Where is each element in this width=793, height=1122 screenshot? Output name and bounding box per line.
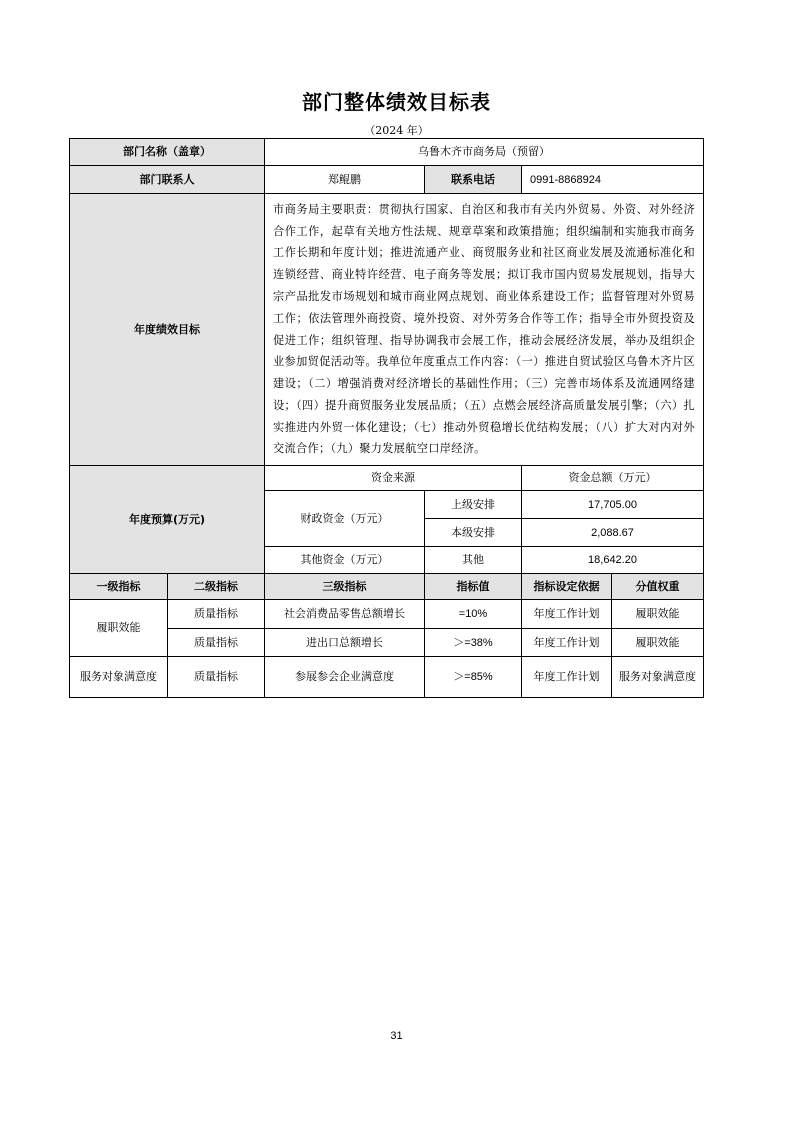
header-level1: 一级指标	[70, 574, 168, 600]
contact-label: 部门联系人	[70, 166, 265, 194]
basis-cell: 年度工作计划	[522, 600, 612, 629]
contact-value: 郑鲲鹏	[265, 166, 425, 194]
level2-cell: 质量指标	[168, 600, 265, 629]
upper-allocation-value: 17,705.00	[522, 491, 704, 519]
basis-cell: 年度工作计划	[522, 657, 612, 698]
header-basis: 指标设定依据	[522, 574, 612, 600]
header-level2: 二级指标	[168, 574, 265, 600]
phone-value: 0991-8868924	[522, 166, 704, 194]
indicator-value-cell: =10%	[425, 600, 522, 629]
annual-goal-label: 年度绩效目标	[70, 194, 265, 466]
level1-group-satisfaction: 服务对象满意度	[70, 657, 168, 698]
level2-cell: 质量指标	[168, 629, 265, 657]
other-fund-label: 其他资金（万元）	[265, 547, 425, 574]
local-allocation-label: 本级安排	[425, 519, 522, 547]
level1-group-performance: 履职效能	[70, 600, 168, 657]
indicator-value-cell: ＞=38%	[425, 629, 522, 657]
other-fund-value: 18,642.20	[522, 547, 704, 574]
level3-cell: 进出口总额增长	[265, 629, 425, 657]
dept-name-value: 乌鲁木齐市商务局（预留）	[265, 139, 704, 166]
fiscal-fund-label: 财政资金（万元）	[265, 491, 425, 547]
upper-allocation-label: 上级安排	[425, 491, 522, 519]
other-fund-sub: 其他	[425, 547, 522, 574]
indicator-value-cell: ＞=85%	[425, 657, 522, 698]
page-number: 31	[390, 1030, 403, 1042]
basis-cell: 年度工作计划	[522, 629, 612, 657]
dept-name-label: 部门名称（盖章）	[70, 139, 265, 166]
level2-cell: 质量指标	[168, 657, 265, 698]
fund-total-header: 资金总额（万元）	[522, 466, 704, 491]
budget-label: 年度预算(万元)	[70, 466, 265, 574]
level3-cell: 参展参会企业满意度	[265, 657, 425, 698]
weight-cell: 履职效能	[612, 600, 704, 629]
phone-label: 联系电话	[425, 166, 522, 194]
weight-cell: 服务对象满意度	[612, 657, 704, 698]
fund-source-header: 资金来源	[265, 466, 522, 491]
level3-cell: 社会消费品零售总额增长	[265, 600, 425, 629]
header-level3: 三级指标	[265, 574, 425, 600]
annual-goal-text: 市商务局主要职责：贯彻执行国家、自治区和我市有关内外贸易、外资、对外经济合作工作，起草有关地方性法规、规章草案和政策措施；组织编制和实施我市商务工作长期和年度计划；推进流通产业、商贸服务业和社区商业发展及流通标准化和连锁经营、商业特许经营、电子商务等发展；拟订我市国内贸易发展规划，指导大宗产品批发市场规划和城市商业网点规划、商业体系建设工作；监督管理对外贸易工作；依法管理外商投资、境外投资、对外劳务合作等工作；指导全市外贸投资及促进工作；组织管理、指导协调我市会展工作，推动会展经济发展，举办及组织企业参加贸促活动等。我单位年度重点工作内容：（一）推进自贸试验区乌鲁木齐片区建设；（二）增强消费对经济增长的基础性作用；（三）完善市场体系及流通网络建设；（四）提升商贸服务业发展品质；（五）点燃会展经济高质量发展引擎；（六）扎实推进内外贸一体化建设；（七）推动外贸稳增长优结构发展；（八）扩大对内对外交流合作；（九）聚力发展航空口岸经济。	[265, 194, 704, 466]
year-subtitle: （2024 年）	[364, 124, 429, 137]
weight-cell: 履职效能	[612, 629, 704, 657]
header-weight: 分值权重	[612, 574, 704, 600]
local-allocation-value: 2,088.67	[522, 519, 704, 547]
performance-table	[69, 138, 704, 698]
header-value: 指标值	[425, 574, 522, 600]
page-title: 部门整体绩效目标表	[302, 90, 491, 114]
